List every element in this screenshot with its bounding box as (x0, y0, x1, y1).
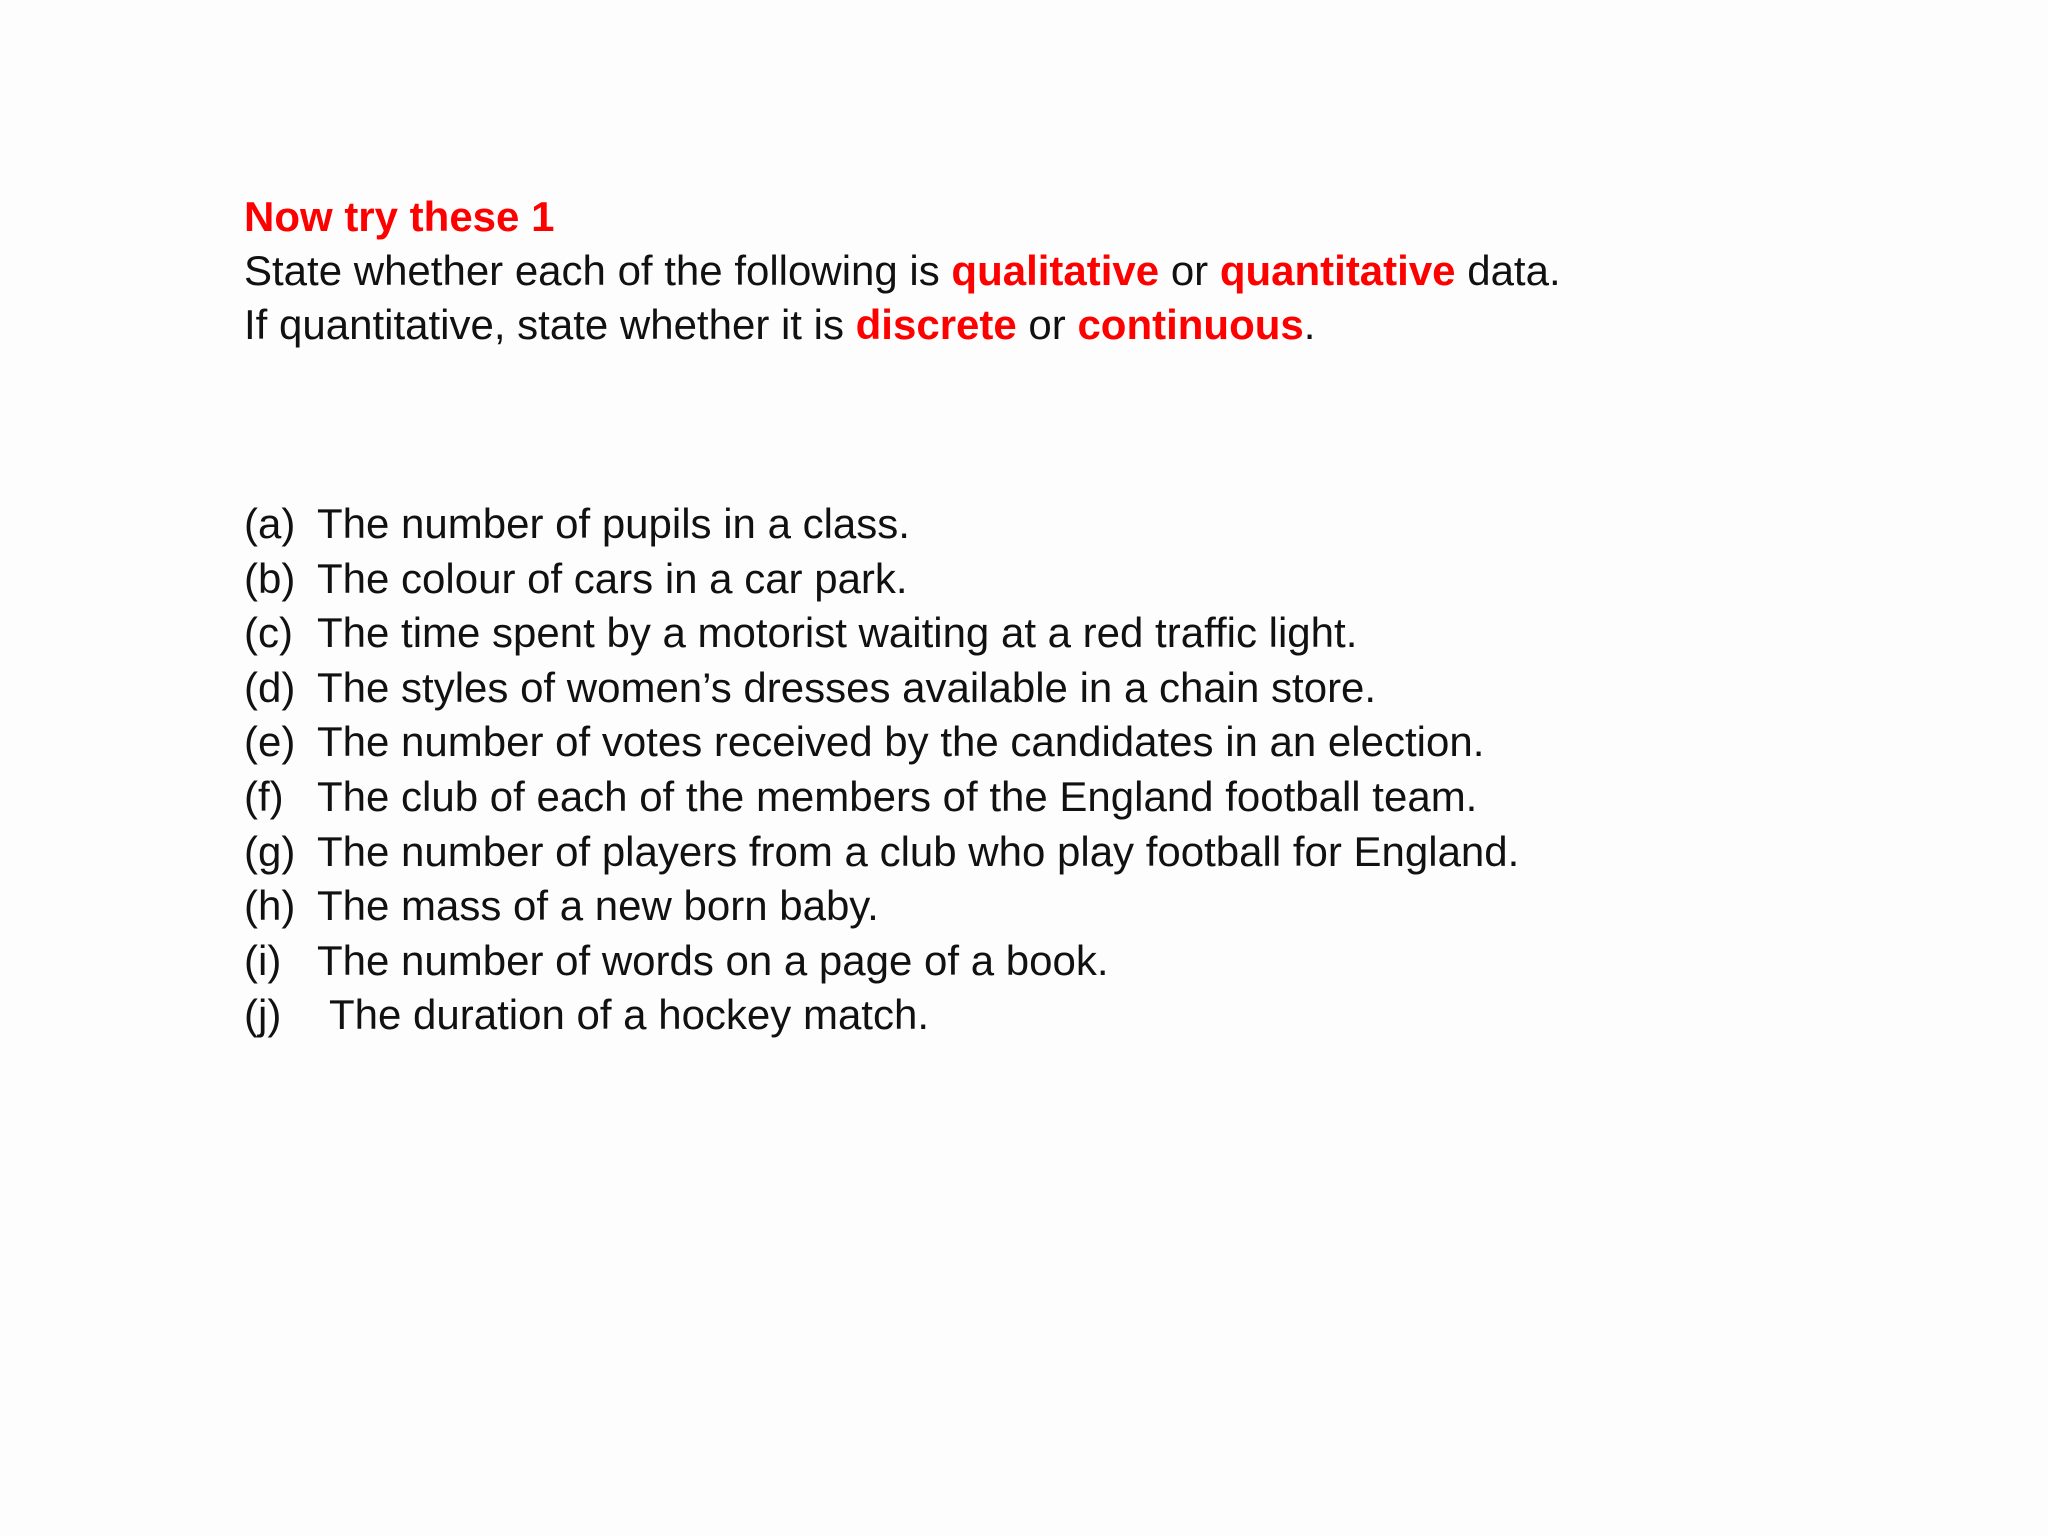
question-text: The number of pupils in a class. (317, 500, 910, 547)
question-label: (g) (244, 827, 296, 875)
instruction-2-text-after: . (1303, 301, 1316, 348)
slide-heading: Now try these 1 (244, 193, 555, 240)
instruction-2-text-middle: or (1016, 301, 1078, 348)
question-b (244, 552, 1519, 607)
instruction-1-text-middle: or (1159, 247, 1220, 294)
question-text: The mass of a new born baby. (317, 882, 879, 930)
slide-content (244, 190, 1984, 1039)
question-text: The club of each of the members of the England football team. (317, 772, 1478, 820)
question-text: The number of words on a page of a book. (317, 936, 1109, 984)
question-c (244, 606, 1519, 661)
question-label: (h) (244, 882, 296, 930)
question-g (244, 825, 1519, 880)
term-discrete: discrete (855, 301, 1017, 348)
question-list (244, 497, 1519, 1043)
question-f (244, 770, 1519, 825)
question-label: (c) (244, 609, 293, 657)
question-i (244, 934, 1519, 989)
instruction-2-text-before: If quantitative, state whether it is (244, 301, 856, 348)
question-text: The number of votes received by the candidates in an election. (317, 718, 1485, 766)
question-d (244, 661, 1519, 716)
question-label: (d) (244, 663, 296, 711)
question-text: The duration of a hockey match. (329, 991, 929, 1039)
question-label: (a) (244, 500, 296, 547)
question-a (244, 497, 1519, 552)
instruction-line-1 (244, 244, 1984, 298)
question-text: The colour of cars in a car park. (317, 554, 908, 602)
instruction-1-text-before: State whether each of the following is (244, 247, 952, 294)
question-text: The time spent by a motorist waiting at a red traffic light. (317, 609, 1358, 657)
question-h (244, 879, 1519, 934)
question-label: (b) (244, 554, 296, 602)
question-e (244, 715, 1519, 770)
instruction-1-text-after: data. (1455, 247, 1561, 294)
question-label: (f) (244, 772, 284, 820)
question-label: (i) (244, 936, 282, 984)
question-text: The styles of women’s dresses available in a chain store. (317, 663, 1377, 711)
question-j (244, 988, 1519, 1043)
term-continuous: continuous (1077, 301, 1304, 348)
term-qualitative: qualitative (951, 247, 1160, 294)
term-quantitative: quantitative (1219, 247, 1456, 294)
question-label: (j) (244, 991, 282, 1039)
question-label: (e) (244, 718, 296, 766)
question-text: The number of players from a club who play football for England. (317, 827, 1520, 875)
instruction-line-2 (244, 298, 1984, 352)
